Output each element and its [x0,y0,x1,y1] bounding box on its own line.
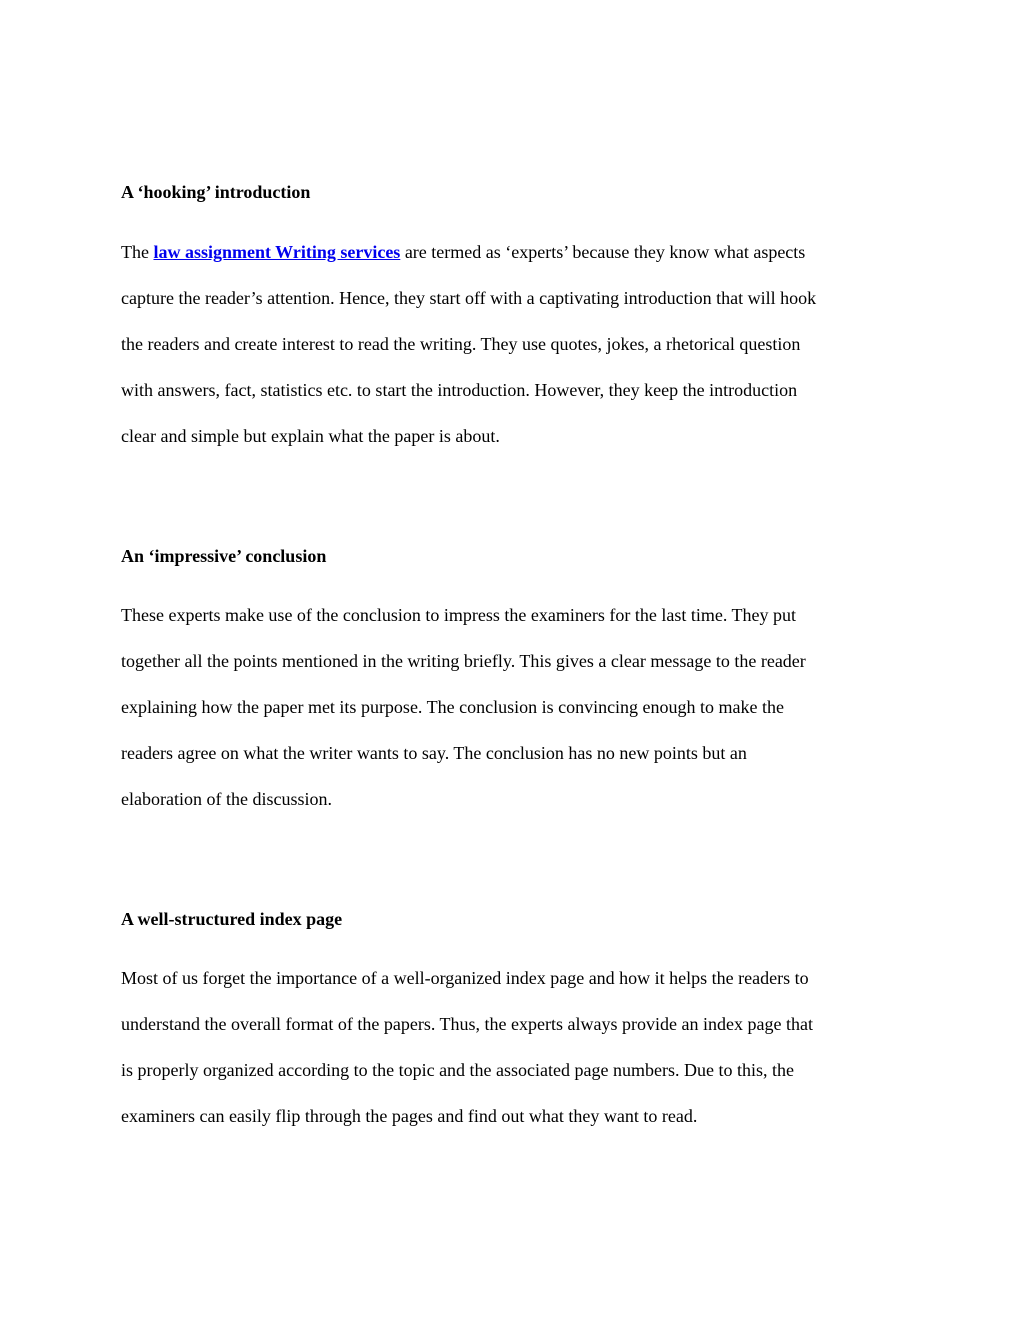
paragraph-line [121,241,805,263]
paragraph-line: These experts make use of the conclusion to impress the examiners for the last time. They put [121,605,796,625]
section-heading-introduction: A ‘hooking’ introduction [121,182,311,202]
paragraph-line: understand the overall format of the papers. Thus, the experts always provide an index page that [121,1014,813,1034]
line-suffix: are termed as ‘experts’ because they know what aspects [400,242,806,262]
line-prefix: The [121,242,154,262]
section-heading-conclusion: An ‘impressive’ conclusion [121,546,327,566]
paragraph-line: the readers and create interest to read the writing. They use quotes, jokes, a rhetorical question [121,334,801,354]
section-heading-index-page: A well-structured index page [121,909,343,929]
law-assignment-link[interactable]: law assignment Writing services [153,242,401,262]
paragraph-line: with answers, fact, statistics etc. to start the introduction. However, they keep the introduction [121,380,798,400]
paragraph-line: readers agree on what the writer wants to say. The conclusion has no new points but an [121,743,747,763]
paragraph-line: clear and simple but explain what the paper is about. [121,426,500,446]
paragraph-line: examiners can easily flip through the pages and find out what they want to read. [121,1106,698,1126]
paragraph-line: together all the points mentioned in the writing briefly. This gives a clear message to the reader [121,651,806,671]
paragraph-line: capture the reader’s attention. Hence, they start off with a captivating introduction that will hook [121,288,817,308]
paragraph-line: elaboration of the discussion. [121,789,332,809]
paragraph-line: Most of us forget the importance of a well-organized index page and how it helps the readers to [121,968,809,988]
paragraph-line: explaining how the paper met its purpose. The conclusion is convincing enough to make the [121,697,785,717]
paragraph-line: is properly organized according to the topic and the associated page numbers. Due to this, the [121,1060,794,1080]
